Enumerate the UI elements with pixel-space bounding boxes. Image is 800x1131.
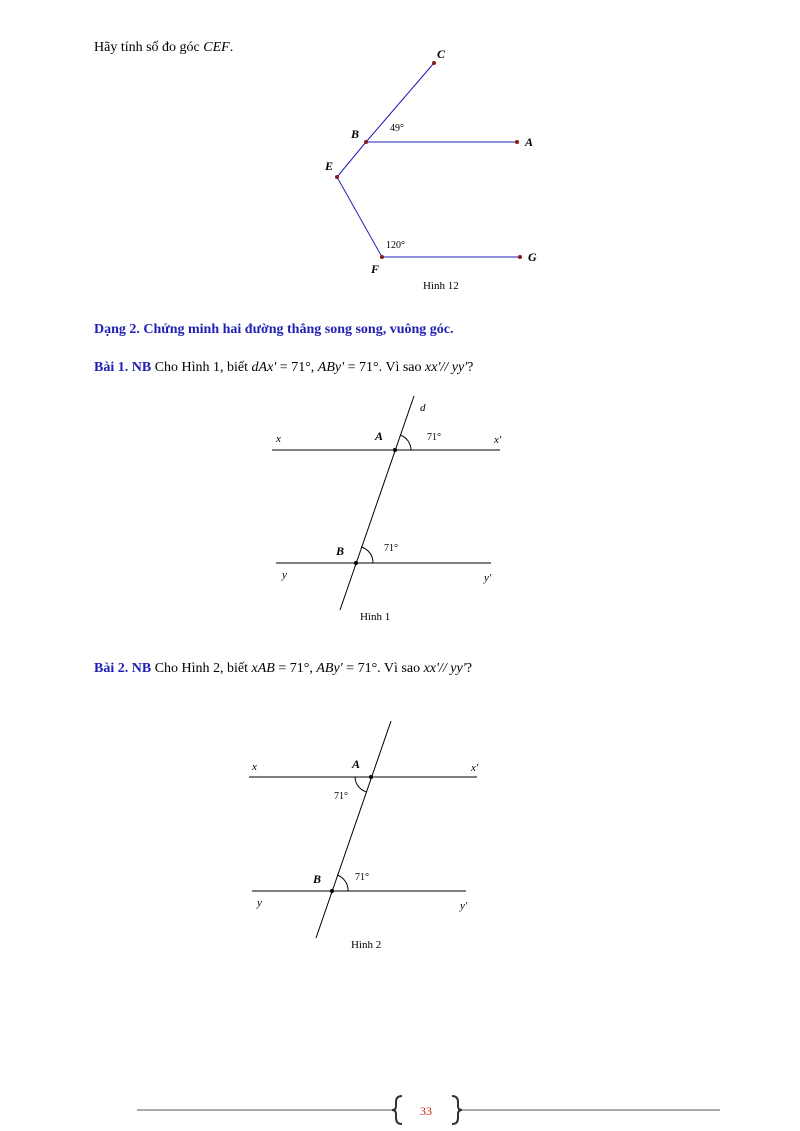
- point-b: [364, 140, 368, 144]
- point-a: [393, 448, 397, 452]
- point-b: [330, 889, 334, 893]
- angle-b-value: 71°: [384, 543, 398, 554]
- segment-ef: [337, 177, 382, 257]
- question-prefix: Hãy tính số đo góc: [94, 40, 200, 55]
- bai2-eq2: = 71°: [342, 661, 378, 676]
- label-x: x: [252, 761, 257, 773]
- angle-arc-b: [337, 875, 348, 891]
- bai1-eq1: = 71°,: [276, 360, 318, 375]
- label-a: A: [375, 429, 384, 443]
- angle-f-value: 120°: [386, 240, 405, 251]
- bai2-angle1: xAB: [251, 661, 275, 676]
- bai2-line: [94, 661, 472, 677]
- bai2-parallel: xx'// yy': [423, 661, 466, 676]
- label-b: B: [336, 544, 345, 558]
- label-c: C: [437, 47, 446, 61]
- figure-12-caption: Hình 12: [423, 280, 459, 292]
- bai2-eq1: = 71°,: [274, 661, 317, 676]
- label-x: x: [276, 433, 281, 445]
- figure-1: [0, 380, 800, 630]
- label-d: d: [420, 402, 426, 414]
- segment-be: [337, 142, 366, 177]
- section-title: Dạng 2. Chứng minh hai đường thẳng song song, vuông góc.: [94, 322, 454, 337]
- figure-2: [0, 700, 800, 960]
- label-y-prime: y': [460, 900, 468, 912]
- bai1-text2: . Vì sao: [378, 360, 422, 375]
- bai1-angle2: ABy': [317, 360, 345, 375]
- bai1-end: ?: [467, 360, 474, 375]
- bai2-angle2: ABy': [316, 661, 343, 676]
- bai1-label: Bài 1. NB: [94, 360, 152, 375]
- bai1-eq2: = 71°: [344, 360, 379, 375]
- bai1-text1: Cho Hình 1, biết: [154, 360, 249, 375]
- angle-arc-b: [361, 547, 373, 563]
- figure-1-caption: Hình 1: [360, 611, 391, 623]
- angle-arc-a: [400, 435, 411, 450]
- bai2-label: Bài 2. NB: [94, 661, 152, 676]
- point-a: [515, 140, 519, 144]
- figure-12: [0, 0, 800, 300]
- label-x-prime: x': [494, 434, 502, 446]
- question-angle: CEF: [203, 40, 230, 55]
- label-b: B: [351, 127, 360, 141]
- page-footer: [0, 1090, 800, 1130]
- bai1-parallel: xx'// yy': [425, 360, 468, 375]
- label-y: y: [282, 569, 287, 581]
- label-x-prime: x': [471, 762, 479, 774]
- bai2-text1: Cho Hình 2, biết: [154, 661, 249, 676]
- label-y-prime: y': [484, 572, 492, 584]
- figure-2-caption: Hình 2: [351, 939, 382, 951]
- point-g: [518, 255, 522, 259]
- page-number: 33: [420, 1104, 432, 1118]
- footer-brace-right: [452, 1096, 462, 1124]
- label-y: y: [257, 897, 262, 909]
- label-a: A: [352, 757, 361, 771]
- angle-b-value: 49°: [390, 123, 404, 134]
- question-suffix: .: [229, 40, 234, 55]
- point-b: [354, 561, 358, 565]
- point-e: [335, 175, 339, 179]
- transversal: [316, 721, 391, 938]
- label-f: F: [371, 262, 380, 276]
- angle-b-value: 71°: [355, 872, 369, 883]
- label-b: B: [313, 872, 322, 886]
- label-g: G: [528, 250, 537, 264]
- angle-arc-a: [355, 777, 367, 792]
- point-a: [369, 775, 373, 779]
- bai2-text2: . Vì sao: [377, 661, 421, 676]
- label-e: E: [325, 159, 334, 173]
- label-a: A: [525, 135, 534, 149]
- angle-a-value: 71°: [334, 791, 348, 802]
- bai1-angle1: dAx': [251, 360, 277, 375]
- footer-brace-left: [392, 1096, 402, 1124]
- angle-a-value: 71°: [427, 432, 441, 443]
- bai2-end: ?: [465, 661, 472, 676]
- point-f: [380, 255, 384, 259]
- bai1-line: [94, 360, 473, 376]
- point-c: [432, 61, 436, 65]
